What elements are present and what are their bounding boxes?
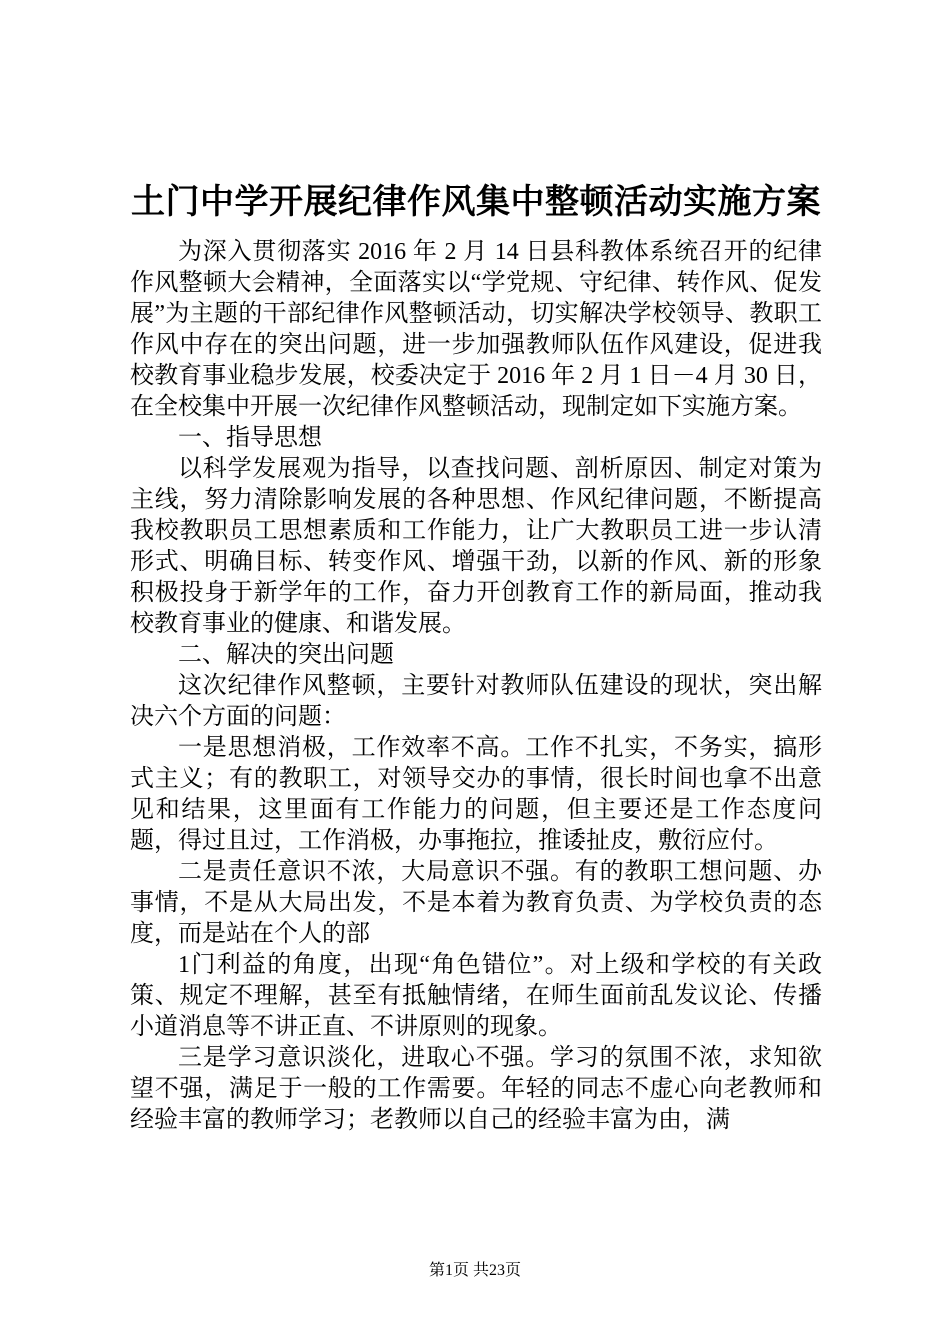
page-footer (0, 1257, 950, 1280)
paragraph-problem-3: 三是学习意识淡化，进取心不强。学习的氛围不浓，求知欲望不强，满足于一般的工作需要。年轻的同志不虚心向老教师和经验丰富的教师学习；老教师以自己的经验丰富为由，满 (130, 1044, 822, 1133)
paragraph-problems-overview: 这次纪律作风整顿，主要针对教师队伍建设的现状，突出解决六个方面的问题： (130, 672, 822, 730)
section-heading-2: 二、解决的突出问题 (178, 641, 394, 668)
section-heading-1: 一、指导思想 (178, 424, 322, 451)
paragraph-guiding-ideology: 以科学发展观为指导，以查找问题、剖析原因、制定对策为主线，努力清除影响发展的各种思想、作风纪律问题，不断提高我校教职员工思想素质和工作能力，让广大教职员工进一步认清形式、明确目标、转变作风、增强干劲，以新的作风、新的形象积极投身于新学年的工作，奋力开创教育工作的新局面，推动我校教育事业的健康、和谐发展。 (130, 455, 822, 637)
paragraph-problem-2: 二是责任意识不浓，大局意识不强。有的教职工想问题、办事情，不是从大局出发，不是本着为教育负责、为学校负责的态度，而是站在个人的部 (130, 858, 822, 947)
paragraph-intro: 为深入贯彻落实 2016 年 2 月 14 日县科教体系统召开的纪律作风整顿大会精神，全面落实以“学党规、守纪律、转作风、促发展”为主题的干部纪律作风整顿活动，切实解决学校领导、教职工作风中存在的突出问题，进一步加强教师队伍作风建设，促进我校教育事业稳步发展，校委决定于 2016 年 2 月 1 日－4 月 30 日，在全校集中开展一次纪律作风整顿活动，现制定如下实施方案。 (130, 238, 822, 420)
paragraph-problem-2-continued: 1门利益的角度，出现“角色错位”。对上级和学校的有关政策、规定不理解，甚至有抵触情绪，在师生面前乱发议论、传播小道消息等不讲正直、不讲原则的现象。 (130, 951, 822, 1040)
document-title: 土门中学开展纪律作风集中整顿活动实施方案 (131, 184, 821, 221)
paragraph-problem-1: 一是思想消极，工作效率不高。工作不扎实，不务实，搞形式主义；有的教职工，对领导交办的事情，很长时间也拿不出意见和结果，这里面有工作能力的问题，但主要还是工作态度问题，得过且过，工作消极，办事拖拉，推诿扯皮，敷衍应付。 (130, 734, 822, 854)
page-number-indicator: 第1页 共23页 (428, 1262, 521, 1279)
